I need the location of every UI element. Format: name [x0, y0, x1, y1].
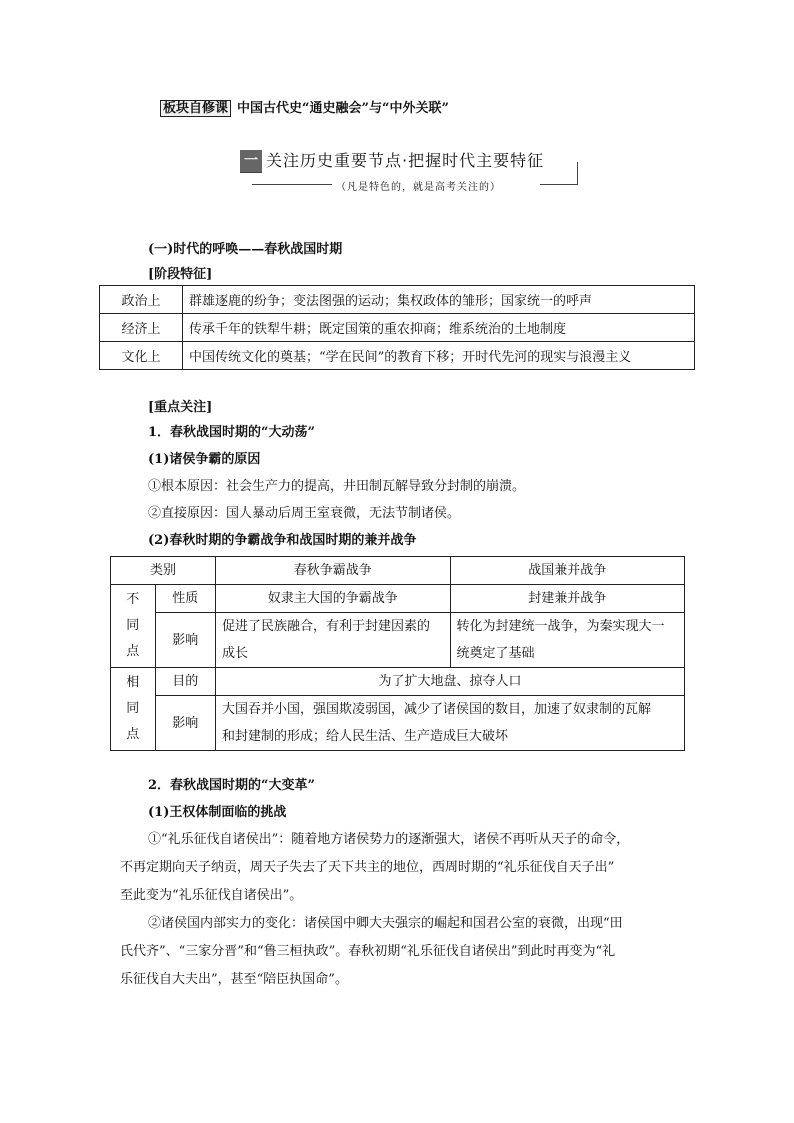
- header-cell: 类别: [111, 557, 216, 585]
- part1-sub1: (1)诸侯争霸的原因: [148, 452, 261, 467]
- table-row: [111, 557, 685, 585]
- table-row: [111, 613, 685, 641]
- banner-line-bottom-left: [252, 184, 332, 185]
- nature-a: 奴隶主大国的争霸战争: [216, 585, 451, 613]
- focus-label: [重点关注]: [148, 400, 213, 415]
- page-header: [160, 97, 449, 116]
- row-key: 经济上: [100, 314, 183, 342]
- nature-b: 封建兼并战争: [450, 585, 685, 613]
- impact-a-line2: 成长: [216, 640, 451, 668]
- same-label: 相同点: [111, 668, 156, 751]
- part1-point-b: ②直接原因：国人暴动后周王室衰微，无法节制诸侯。: [148, 506, 461, 521]
- stage-table: [99, 285, 695, 370]
- part1-sub2: (2)春秋时期的争霸战争和战国时期的兼并战争: [148, 533, 417, 548]
- war-compare-table: [110, 556, 685, 751]
- row-value: 传承千年的铁犁牛耕；既定国策的重农抑商；维系统治的土地制度: [183, 314, 695, 342]
- table-row: [111, 585, 685, 613]
- part2-para-a: ①“礼乐征伐自诸侯出”：随着地方诸侯势力的逐渐强大，诸侯不再听从天子的命令， 不再定期向天子纳贡，周天子失去了天下共主的地位，西周时期的“礼乐征伐自天子出” 至此变为“礼乐征伐自诸侯出”。: [120, 832, 630, 903]
- section-heading: (一)时代的呼唤——春秋战国时期: [148, 242, 343, 257]
- banner-line-bottom-right: [540, 184, 578, 185]
- banner-number: 一: [240, 150, 262, 172]
- impact-b-line2: 统奠定了基础: [450, 640, 685, 668]
- row-value: 中国传统文化的奠基；“学在民间”的教育下移；开时代先河的现实与浪漫主义: [183, 342, 695, 370]
- diff-label: 不同点: [111, 585, 156, 668]
- part2-sub1: (1)王权体制面临的挑战: [148, 805, 287, 820]
- banner-line-left: [240, 172, 262, 173]
- impact2-line1: 大国吞并小国，强国欺凌弱国，减少了诸侯国的数目，加速了奴隶制的瓦解: [216, 696, 685, 724]
- module-label: 板块自修课: [160, 100, 231, 117]
- impact2-label: 影响: [155, 696, 216, 751]
- impact-b-line1: 转化为封建统一战争，为秦实现大一: [450, 613, 685, 641]
- nature-label: 性质: [155, 585, 216, 613]
- part2-para-b: ②诸侯国内部实力的变化：诸侯国中卿大夫强宗的崛起和国君公室的衰微，出现“田 氏代齐”、“三家分晋”和“鲁三桓执政”。春秋初期“礼乐征伐自诸侯出”到此时再变为“礼 乐征伐自大夫出”，甚至“陪臣执国命”。: [120, 916, 623, 987]
- header-cell: 春秋争霸战争: [216, 557, 451, 585]
- table-row: [100, 286, 695, 314]
- row-key: 政治上: [100, 286, 183, 314]
- banner-line-right: [577, 162, 578, 184]
- banner-subtitle: （凡是特色的，就是高考关注的）: [336, 182, 501, 193]
- impact-a-line1: 促进了民族融合，有利于封建因素的: [216, 613, 451, 641]
- table-row: [100, 342, 695, 370]
- part1-point-a: ①根本原因：社会生产力的提高，井田制瓦解导致分封制的崩溃。: [148, 479, 526, 494]
- part2-title: 2．春秋战国时期的“大变革”: [148, 778, 316, 793]
- header-cell: 战国兼并战争: [450, 557, 685, 585]
- table-row: [111, 668, 685, 696]
- part1-title: 1．春秋战国时期的“大动荡”: [148, 425, 316, 440]
- header-title: 中国古代史“通史融会”与“中外关联”: [237, 101, 449, 116]
- table-row: [111, 696, 685, 724]
- stage-label: [阶段特征]: [148, 267, 213, 282]
- impact-label: 影响: [155, 613, 216, 668]
- banner-title: 关注历史重要节点·把握时代主要特征: [266, 151, 545, 170]
- row-value: 群雄逐鹿的纷争；变法图强的运动；集权政体的雏形；国家统一的呼声: [183, 286, 695, 314]
- purpose-value: 为了扩大地盘、掠夺人口: [216, 668, 685, 696]
- impact2-line2: 和封建制的形成；给人民生活、生产造成巨大破坏: [216, 723, 685, 751]
- table-row: [100, 314, 695, 342]
- purpose-label: 目的: [155, 668, 216, 696]
- row-key: 文化上: [100, 342, 183, 370]
- section-banner: [240, 150, 580, 196]
